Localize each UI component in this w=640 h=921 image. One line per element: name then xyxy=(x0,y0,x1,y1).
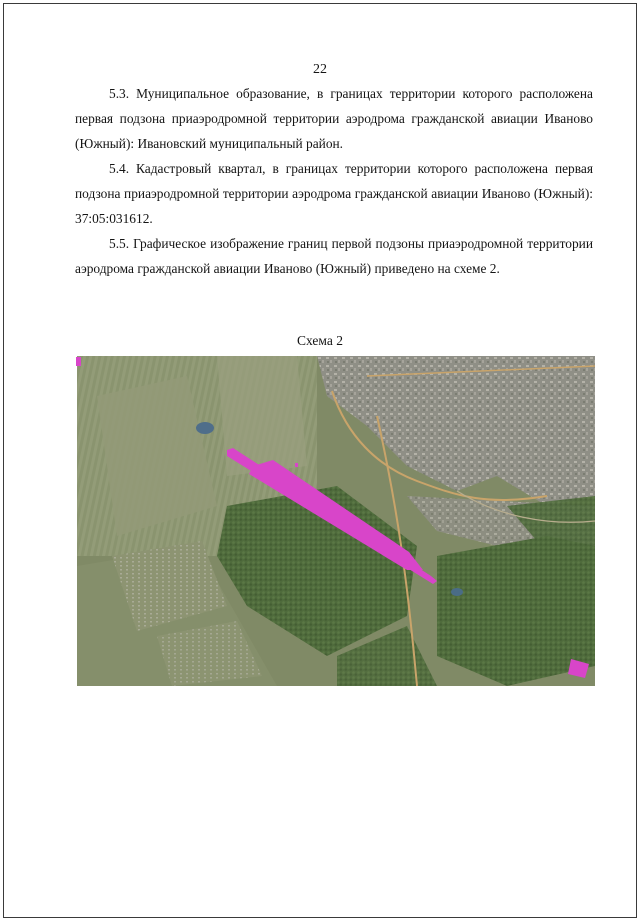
paragraph-5-4 xyxy=(75,156,593,231)
scheme-map xyxy=(77,356,595,686)
paragraph-5-3 xyxy=(75,81,593,156)
map-pond xyxy=(451,588,463,596)
map-lake xyxy=(196,422,214,434)
paragraph-5-5-text: 5.5. Графическое изображение границ первой подзоны приаэродромной территории аэродрома гражданской авиации Иваново (Южный) приведено на схеме 2. xyxy=(75,236,593,276)
satellite-map-image xyxy=(77,356,595,686)
page-number: 22 xyxy=(313,62,327,77)
subzone-small-marker xyxy=(295,463,298,467)
paragraph-5-5 xyxy=(75,231,593,281)
scheme-caption: Схема 2 xyxy=(297,333,343,348)
paragraph-5-3-text: 5.3. Муниципальное образование, в границах территории которого расположена первая подзона приаэродромной территории аэродрома гражданской авиации Иваново (Южный): Ивановский муниципальный район. xyxy=(75,86,593,151)
subzone-corner-marker xyxy=(76,357,81,366)
paragraph-5-4-text: 5.4. Кадастровый квартал, в границах территории которого расположена первая подзона приаэродромной территории аэродрома гражданской авиации Иваново (Южный): 37:05:031612. xyxy=(75,161,593,226)
